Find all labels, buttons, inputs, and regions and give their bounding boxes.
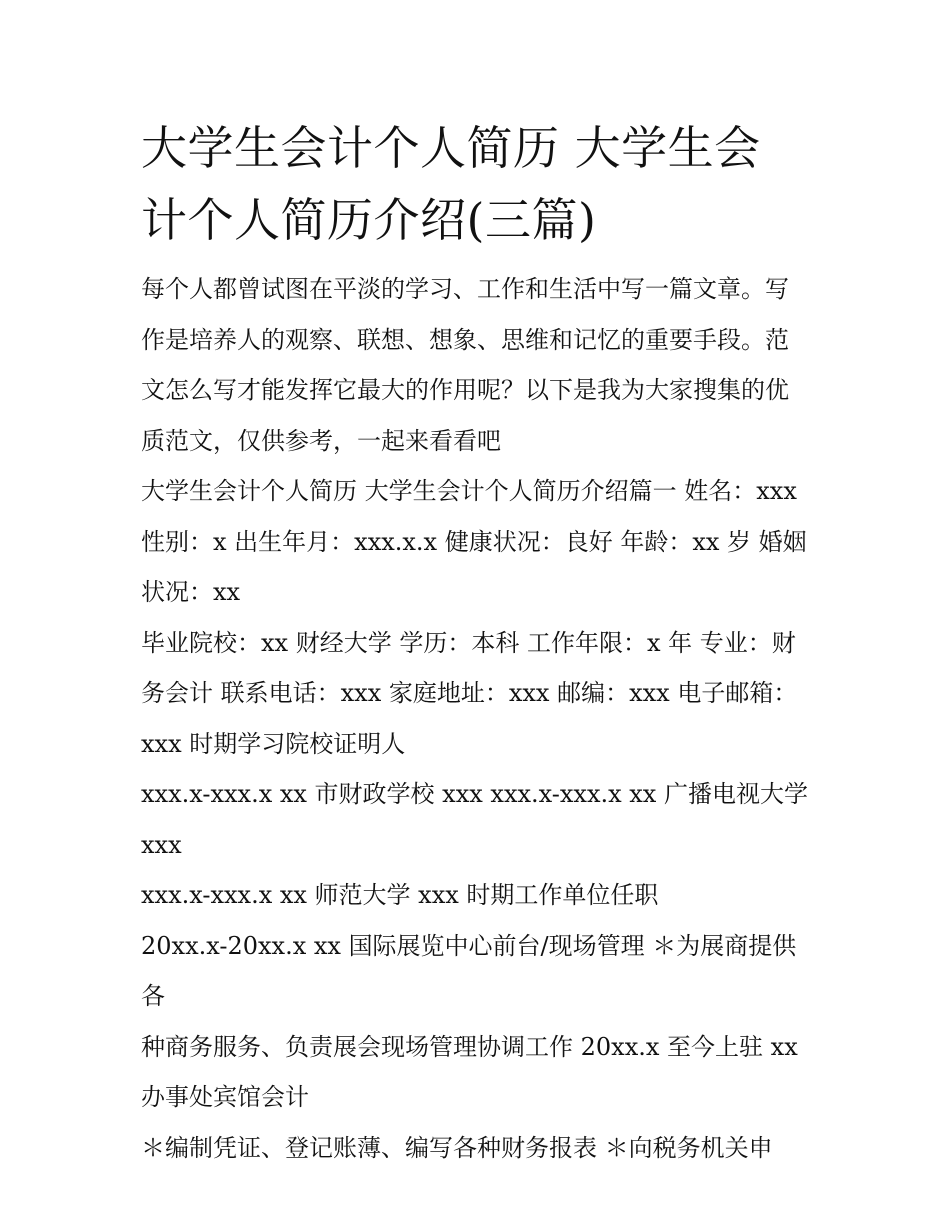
text-line: 状况：xx: [141, 578, 241, 606]
text-line: 文怎么写才能发挥它最大的作用呢？以下是我为大家搜集的优: [141, 376, 789, 404]
text-line: 20xx.x-20xx.x xx 国际展览中心前台/现场管理 ＊为展商提供各: [141, 931, 797, 1010]
body-text: [141, 264, 813, 1173]
document-title: [141, 112, 813, 256]
text-line: 性别：x 出生年月：xxx.x.x 健康状况：良好 年龄：xx 岁 婚姻: [141, 527, 807, 556]
text-line: 办事处宾馆会计: [141, 1083, 309, 1111]
text-line: 务会计 联系电话：xxx 家庭地址：xxx 邮编：xxx 电子邮箱：: [141, 679, 798, 707]
text-line: xxx.x-xxx.x xx 师范大学 xxx 时期工作单位任职: [141, 881, 659, 909]
title-line: 计个人简历介绍(三篇): [141, 193, 597, 247]
text-line: 作是培养人的观察、联想、想象、思维和记忆的重要手段。范: [141, 325, 789, 354]
text-line: xxx.x-xxx.x xx 市财政学校 xxx xxx.x-xxx.x xx 广播电视大学 xxx: [141, 780, 808, 859]
document-body: [141, 112, 813, 1173]
text-line: 大学生会计个人简历 大学生会计个人简历介绍篇一 姓名：xxx: [141, 477, 797, 505]
text-line: ＊编制凭证、登记账薄、编写各种财务报表 ＊向税务机关申: [141, 1133, 773, 1162]
text-line: 种商务服务、负责展会现场管理协调工作 20xx.x 至今上驻 xx: [141, 1032, 798, 1061]
title-line: 大学生会计个人简历 大学生会: [141, 121, 761, 175]
text-line: 每个人都曾试图在平淡的学习、工作和生活中写一篇文章。写: [141, 275, 789, 303]
text-line: 毕业院校：xx 财经大学 学历：本科 工作年限：x 年 专业：财: [141, 628, 796, 657]
text-line: xxx 时期学习院校证明人: [141, 729, 406, 758]
text-line: 质范文，仅供参考，一起来看看吧: [141, 426, 501, 455]
